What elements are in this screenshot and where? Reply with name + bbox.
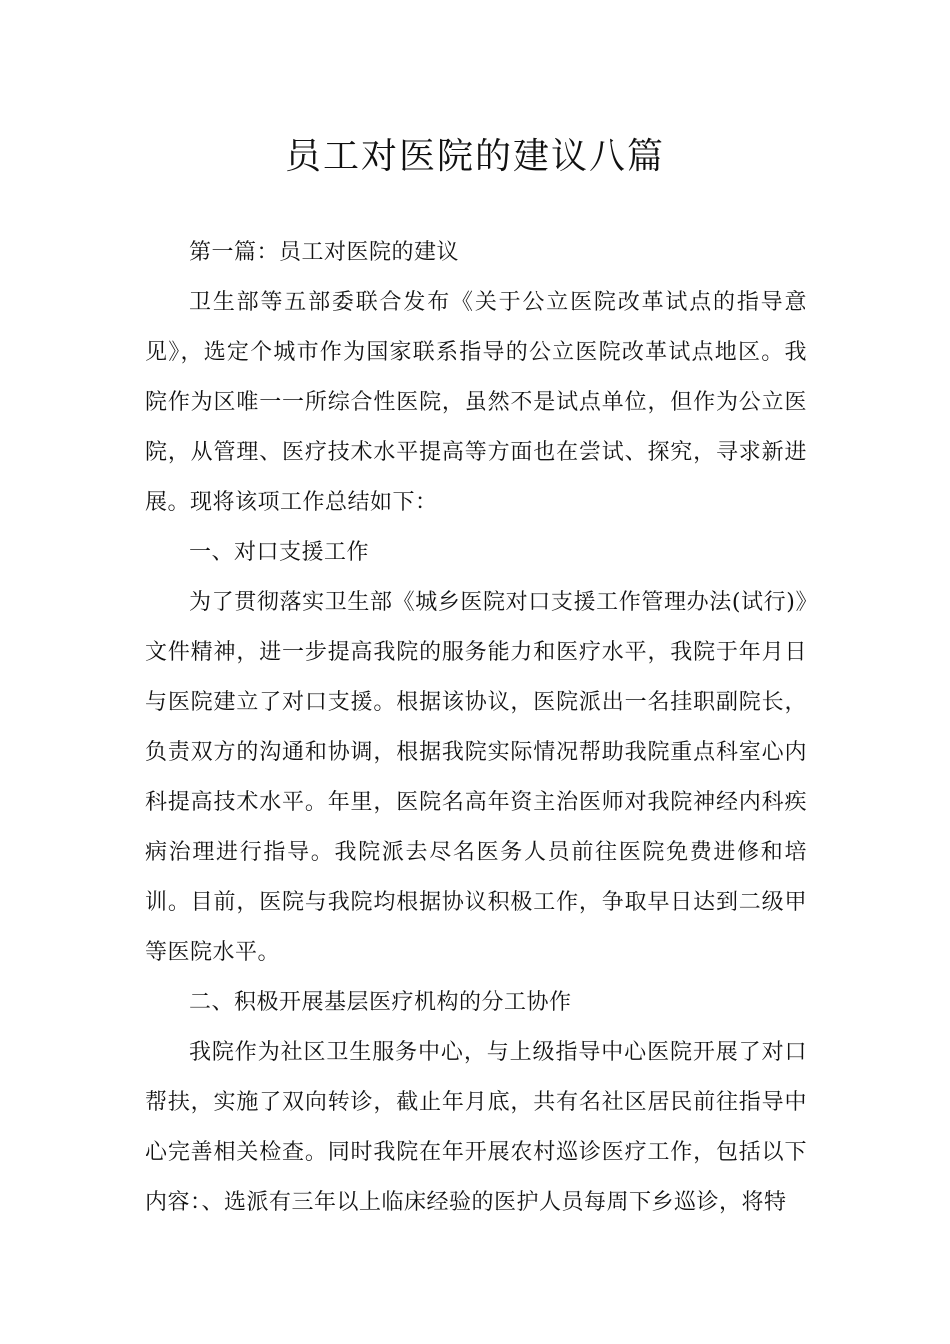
- document-body: [145, 228, 807, 1228]
- heading-primary-care-cooperation: 二、积极开展基层医疗机构的分工协作: [189, 990, 572, 1015]
- heading-counterpart-support: 一、对口支援工作: [189, 540, 370, 565]
- document-title: 员工对医院的建议八篇: [284, 136, 665, 177]
- section-title: 第一篇：员工对医院的建议: [189, 240, 460, 265]
- intro-paragraph: 卫生部等五部委联合发布《关于公立医院改革试点的指导意见》，选定个城市作为国家联系指导的公立医院改革试点地区。我院作为区唯一一所综合性医院，虽然不是试点单位，但作为公立医院，从管理、医疗技术水平提高等方面也在尝试、探究，寻求新进展。现将该项工作总结如下：: [145, 290, 807, 515]
- paragraph-counterpart-support: 为了贯彻落实卫生部《城乡医院对口支援工作管理办法(试行)》文件精神，进一步提高我院的服务能力和医疗水平，我院于年月日与医院建立了对口支援。根据该协议，医院派出一名挂职副院长，负责双方的沟通和协调，根据我院实际情况帮助我院重点科室心内科提高技术水平。年里，医院名高年资主治医师对我院神经内科疾病治理进行指导。我院派去尽名医务人员前往医院免费进修和培训。目前，医院与我院均根据协议积极工作，争取早日达到二级甲等医院水平。: [145, 590, 807, 965]
- paragraph-primary-care-cooperation: 我院作为社区卫生服务中心，与上级指导中心医院开展了对口帮扶，实施了双向转诊，截止年月底，共有名社区居民前往指导中心完善相关检查。同时我院在年开展农村巡诊医疗工作，包括以下内容：、选派有三年以上临床经验的医护人员每周下乡巡诊，将特: [145, 1040, 807, 1215]
